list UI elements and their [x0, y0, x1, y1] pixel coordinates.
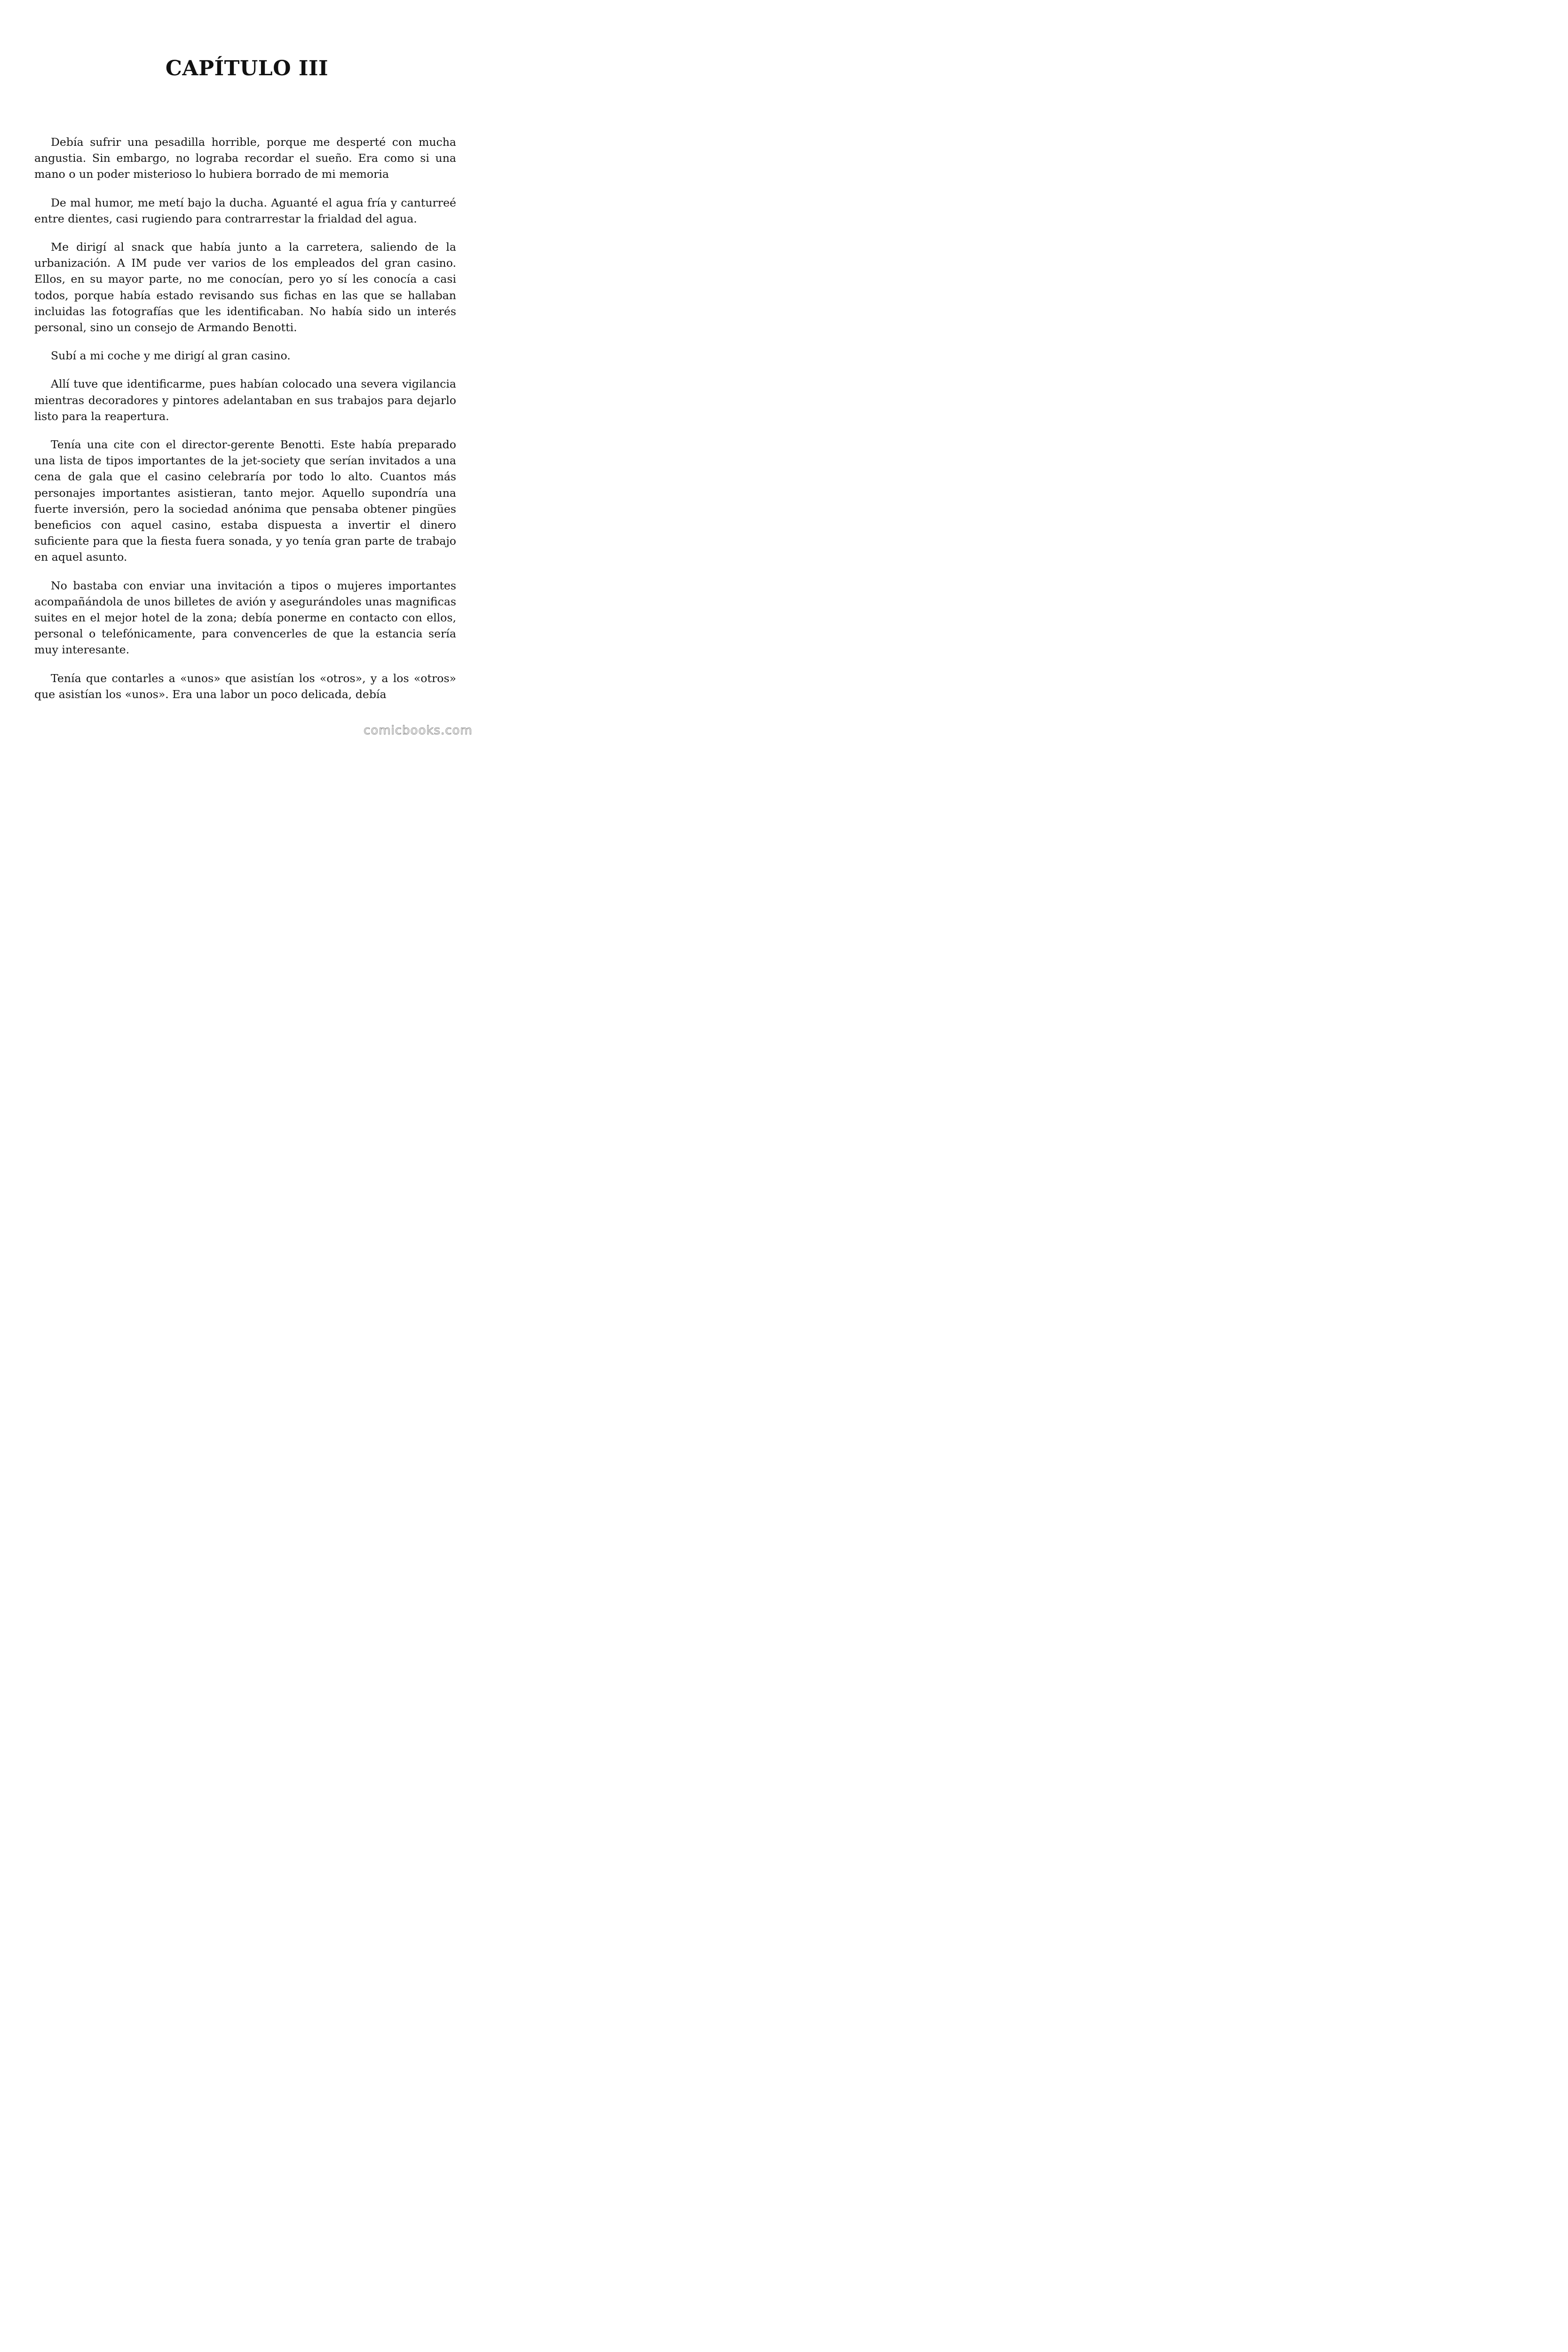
book-page	[0, 0, 494, 741]
chapter-title: CAPÍTULO III	[165, 56, 329, 80]
paragraph: Allí tuve que identificarme, pues habían colocado una severa vigilancia mientras decoradores y pintores adelantaban en sus trabajos para dejarlo listo para la reapertura.	[34, 377, 456, 423]
paragraph: Subí a mi coche y me dirigí al gran casino.	[51, 349, 291, 363]
paragraph: Debía sufrir una pesadilla horrible, porque me desperté con mucha angustia. Sin embargo, no lograba recordar el sueño. Era como si una mano o un poder misterioso lo hubiera borrado de mi memoria	[34, 135, 456, 181]
paragraph: Tenía que contarles a «unos» que asistían los «otros», y a los «otros» que asistían los «unos». Era una labor un poco delicada, debía	[34, 671, 456, 701]
paragraph: Tenía una cite con el director-gerente Benotti. Este había preparado una lista de tipos importantes de la jet-society que serían invitados a una cena de gala que el casino celebraría por todo lo alto. Cuantos más personajes importantes asistieran, tanto mejor. Aquello supondría una fuerte inversión, pero la sociedad anónima que pensaba obtener pingües beneficios con aquel casino, estaba dispuesta a invertir el dinero suficiente para que la fiesta fuera sonada, y yo tenía gran parte de trabajo en aquel asunto.	[34, 438, 456, 564]
paragraph: No bastaba con enviar una invitación a tipos o mujeres importantes acompañándola de unos billetes de avión y asegurándoles unas magnificas suites en el mejor hotel de la zona; debía ponerme en contacto con ellos, personal o telefónicamente, para convencerles de que la estancia sería muy interesante.	[34, 579, 456, 657]
paragraph: De mal humor, me metí bajo la ducha. Aguanté el agua fría y canturreé entre dientes, casi rugiendo para contrarrestar la frialdad del agua.	[34, 196, 456, 225]
watermark: comicbooks.com	[364, 723, 473, 738]
chapter-body	[34, 134, 456, 715]
paragraph: Me dirigí al snack que había junto a la carretera, saliendo de la urbanización. A IM pude ver varios de los empleados del gran casino. Ellos, en su mayor parte, no me conocían, pero yo sí les conocía a casi todos, porque había estado revisando sus fichas en las que se hallaban incluidas las fotografías que les identificaban. No había sido un interés personal, sino un consejo de Armando Benotti.	[34, 240, 456, 334]
